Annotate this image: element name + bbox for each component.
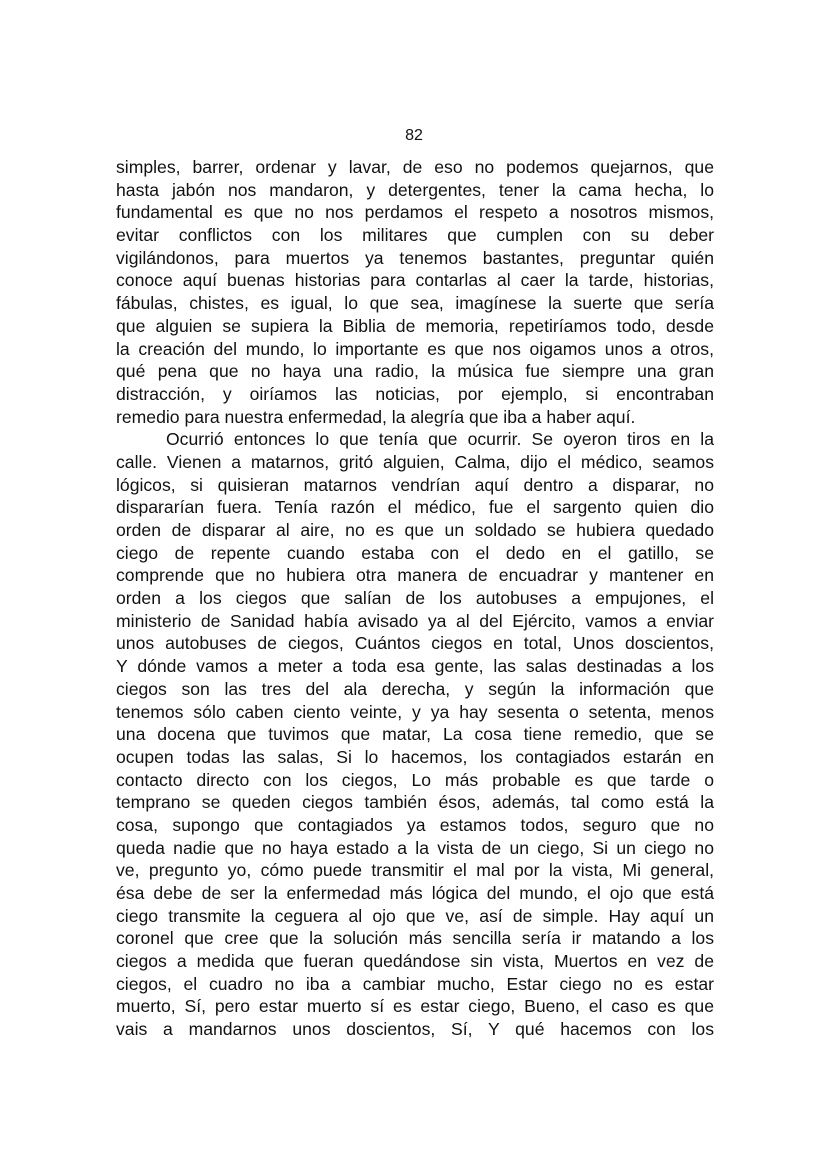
text-line: dispararían fuera. Tenía razón el médico, fue el sargento quien dio — [116, 497, 714, 518]
text-line: ciego de repente cuando estaba con el dedo en el gatillo, se — [116, 542, 714, 563]
text-line: qué pena que no haya una radio, la música fue siempre una gran — [116, 361, 714, 382]
paragraph — [116, 428, 714, 1041]
text-line: conoce aquí buenas historias para contarlas al caer la tarde, historias, — [116, 270, 714, 291]
text-line: ésa debe de ser la enfermedad más lógica del mundo, el ojo que está — [116, 883, 714, 903]
text-body — [116, 156, 714, 1041]
text-line: contacto directo con los ciegos, Lo más probable es que tarde o — [116, 769, 714, 790]
text-line: vigilándonos, para muertos ya tenemos bastantes, preguntar quién — [116, 247, 714, 268]
text-line: simples, barrer, ordenar y lavar, de eso no podemos quejarnos, que — [116, 157, 714, 177]
text-line: tenemos sólo caben ciento veinte, y ya hay sesenta o setenta, menos — [116, 701, 714, 722]
paragraph — [116, 156, 714, 428]
text-line: que alguien se supiera la Biblia de memoria, repetiríamos todo, desde — [116, 315, 714, 336]
text-line: ministerio de Sanidad había avisado ya al del Ejército, vamos a enviar — [116, 610, 714, 631]
text-line: coronel que cree que la solución más sencilla sería ir matando a los — [116, 928, 714, 949]
text-line: Y dónde vamos a meter a toda esa gente, las salas destinadas a los — [116, 656, 714, 677]
text-line: cosa, supongo que contagiados ya estamos todos, seguro que no — [116, 814, 714, 835]
text-line: Ocurrió entonces lo que tenía que ocurrir. Se oyeron tiros en la — [166, 429, 714, 450]
text-line: orden a los ciegos que salían de los autobuses a empujones, el — [116, 588, 714, 609]
text-line: una docena que tuvimos que matar, La cosa tiene remedio, que se — [116, 724, 714, 745]
text-line: la creación del mundo, lo importante es que nos oigamos unos a otros, — [116, 338, 714, 359]
text-line: ciego transmite la ceguera al ojo que ve, así de simple. Hay aquí un — [116, 905, 714, 926]
text-line: evitar conflictos con los militares que cumplen con su deber — [116, 225, 714, 246]
text-line: fábulas, chistes, es igual, lo que sea, imagínese la suerte que sería — [116, 293, 714, 314]
text-line: queda nadie que no haya estado a la vista de un ciego, Si un ciego no — [116, 837, 714, 858]
text-line: ve, pregunto yo, cómo puede transmitir el mal por la vista, Mi general, — [116, 860, 714, 881]
text-line: hasta jabón nos mandaron, y detergentes, tener la cama hecha, lo — [116, 179, 714, 200]
text-line: muerto, Sí, pero estar muerto sí es estar ciego, Bueno, el caso es que — [116, 996, 714, 1017]
text-line: comprende que no hubiera otra manera de encuadrar y mantener en — [116, 565, 714, 586]
text-line: ciegos son las tres del ala derecha, y según la información que — [116, 678, 714, 699]
text-line: unos autobuses de ciegos, Cuántos ciegos en total, Unos doscientos, — [116, 633, 714, 654]
text-line: ciegos a medida que fueran quedándose sin vista, Muertos en vez de — [116, 951, 714, 972]
text-line: fundamental es que no nos perdamos el respeto a nosotros mismos, — [116, 202, 714, 223]
text-line: remedio para nuestra enfermedad, la alegría que iba a haber aquí. — [116, 406, 636, 427]
text-line: distracción, y oiríamos las noticias, por ejemplo, si encontraban — [116, 383, 714, 404]
text-line: orden de disparar al aire, no es que un soldado se hubiera quedado — [116, 520, 714, 540]
text-line: ocupen todas las salas, Si lo hacemos, los contagiados estarán en — [116, 746, 714, 767]
text-line: ciegos, el cuadro no iba a cambiar mucho, Estar ciego no es estar — [116, 973, 714, 994]
text-line: lógicos, si quisieran matarnos vendrían aquí dentro a disparar, no — [116, 474, 714, 495]
page-number: 82 — [405, 127, 423, 144]
text-line: calle. Vienen a matarnos, gritó alguien, Calma, dijo el médico, seamos — [116, 451, 714, 472]
text-line: vais a mandarnos unos doscientos, Sí, Y qué hacemos con los — [116, 1019, 714, 1040]
text-line: temprano se queden ciegos también ésos, además, tal como está la — [116, 792, 714, 813]
